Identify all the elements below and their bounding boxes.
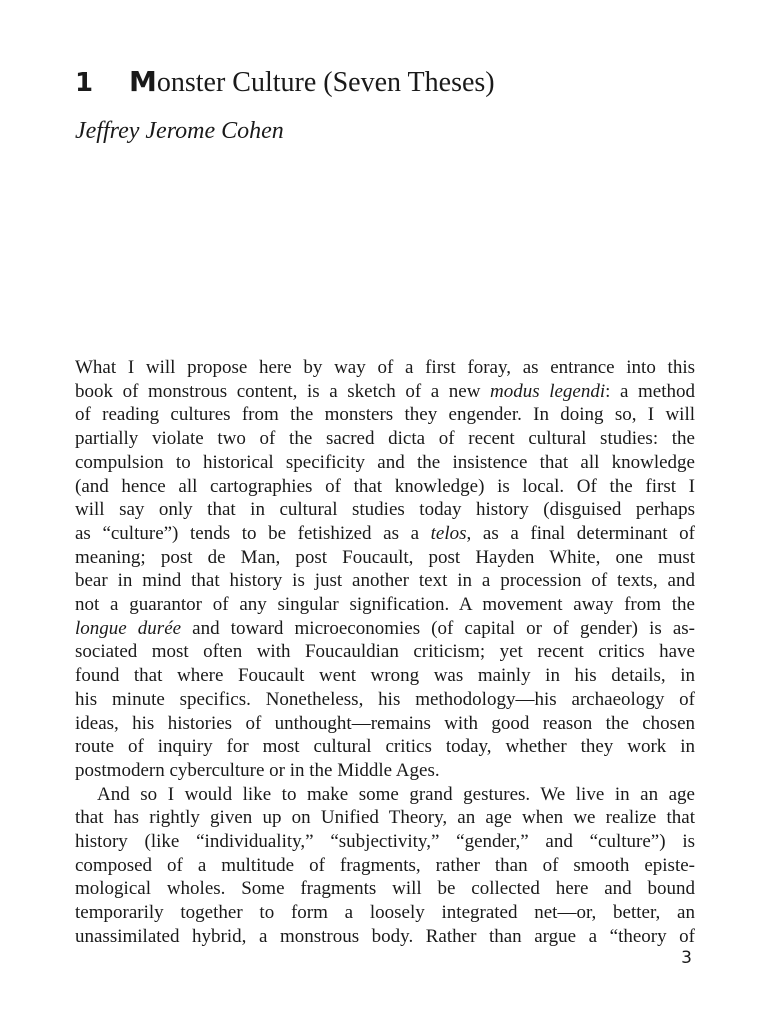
text-line	[75, 546, 695, 570]
text-run: his minute specifics. Nonetheless, his methodology—his archaeology of	[75, 688, 695, 710]
text-run: meaning; post de Man, post Foucault, post Hayden White, one must	[75, 546, 695, 568]
text-run: that has rightly given up on Unified Theory, an age when we realize that	[75, 807, 695, 829]
text-run: , as a final determinant of	[466, 522, 695, 544]
text-run: : a method	[605, 380, 695, 402]
text-run: ideas, his histories of unthought—remains with good reason the chosen	[75, 712, 695, 734]
text-run: history (like “individuality,” “subjectivity,” “gender,” and “culture”) is	[75, 831, 695, 853]
text-line	[75, 688, 695, 712]
paragraph-1	[75, 356, 695, 783]
italic-term: longue durée	[75, 617, 182, 639]
text-line	[75, 451, 695, 475]
text-line	[75, 427, 695, 451]
italic-term: modus legendi	[490, 380, 606, 402]
text-run: will say only that in cultural studies today history (disguised perhaps	[75, 499, 695, 521]
text-line	[75, 854, 695, 878]
text-run: sociated most often with Foucauldian criticism; yet recent critics have	[75, 641, 695, 663]
text-run: found that where Foucault went wrong was mainly in his details, in	[75, 665, 695, 687]
text-line	[75, 569, 695, 593]
text-line	[75, 593, 695, 617]
text-line	[75, 759, 695, 783]
text-run: temporarily together to form a loosely integrated net—or, better, an	[75, 902, 695, 924]
text-line	[75, 925, 695, 949]
text-line	[75, 901, 695, 925]
chapter-title-text: onster Culture (Seven Theses)	[156, 67, 495, 98]
text-line	[75, 475, 695, 499]
text-run: route of inquiry for most cultural critics today, whether they work in	[75, 736, 695, 758]
text-run: mological wholes. Some fragments will be collected here and bound	[75, 878, 695, 900]
chapter-number: 1	[75, 68, 94, 98]
text-run: book of monstrous content, is a sketch of a new	[75, 380, 491, 402]
author-name: Jeffrey Jerome Cohen	[75, 118, 284, 144]
paragraph-2	[75, 783, 695, 949]
text-line	[75, 877, 695, 901]
text-line	[75, 712, 695, 736]
text-line	[75, 640, 695, 664]
chapter-heading	[75, 62, 495, 103]
text-line	[75, 830, 695, 854]
text-run: postmodern cyberculture or in the Middle Ages.	[75, 759, 440, 781]
text-run: What I will propose here by way of a first foray, as entrance into this	[75, 357, 695, 378]
text-run: and toward microeconomies (of capital or of gender) is as-	[181, 617, 695, 639]
text-line	[75, 806, 695, 830]
text-run: bear in mind that history is just another text in a procession of texts, and	[75, 570, 695, 592]
chapter-title	[129, 67, 495, 98]
italic-term: telos	[430, 522, 467, 544]
text-line	[75, 735, 695, 759]
text-line	[75, 664, 695, 688]
text-line	[75, 783, 695, 807]
text-line	[75, 403, 695, 427]
text-line	[75, 617, 695, 641]
text-line	[75, 356, 695, 380]
text-line	[75, 498, 695, 522]
text-run: partially violate two of the sacred dicta of recent cultural studies: the	[75, 428, 695, 450]
chapter-title-initial: M	[129, 65, 157, 98]
text-run: of reading cultures from the monsters they engender. In doing so, I will	[75, 404, 695, 426]
text-line	[75, 380, 695, 404]
body-text	[75, 356, 695, 949]
text-run: as “culture”) tends to be fetishized as a	[75, 522, 431, 544]
text-run: composed of a multitude of fragments, rather than of smooth episte-	[75, 854, 695, 876]
text-run: And so I would like to make some grand gestures. We live in an age	[97, 783, 695, 805]
text-run: compulsion to historical specificity and the insistence that all knowledge	[75, 451, 695, 473]
text-run: (and hence all cartographies of that knowledge) is local. Of the first I	[75, 475, 695, 497]
text-run: unassimilated hybrid, a monstrous body. Rather than argue a “theory of	[75, 925, 695, 947]
text-line	[75, 522, 695, 546]
text-run: not a guarantor of any singular signification. A movement away from the	[75, 594, 695, 616]
page-number: 3	[681, 948, 692, 968]
